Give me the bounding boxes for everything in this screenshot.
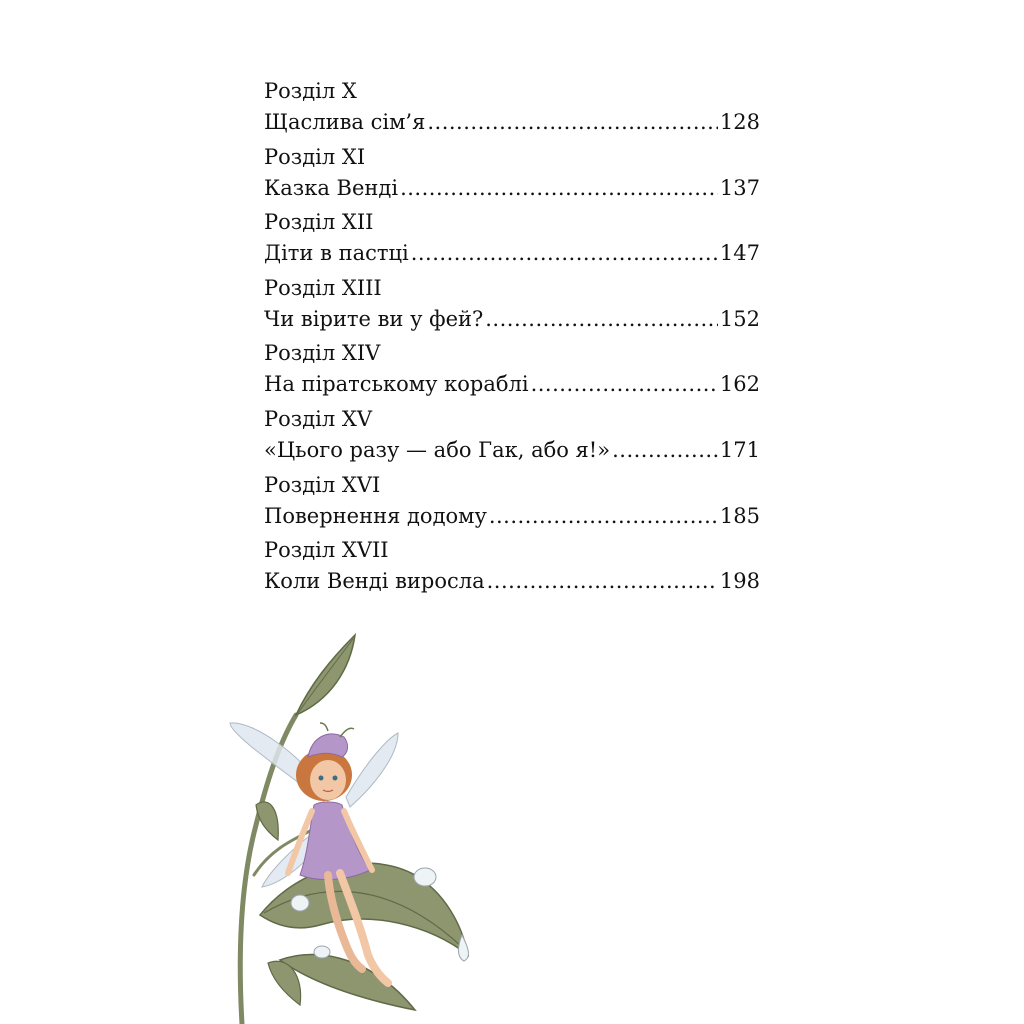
chapter-label: Розділ XVII xyxy=(264,538,389,563)
chapter-label: Розділ XVI xyxy=(264,472,381,497)
toc-line[interactable] xyxy=(264,303,760,335)
dot-leader xyxy=(489,500,718,532)
toc-entry[interactable] xyxy=(264,142,760,208)
page-number: 128 xyxy=(719,110,760,134)
fairy-face xyxy=(310,760,346,800)
table-of-contents xyxy=(264,76,760,601)
chapter-title: На піратському кораблі xyxy=(264,372,529,397)
toc-entry[interactable] xyxy=(264,273,760,339)
toc-entry[interactable] xyxy=(264,535,760,601)
dot-leader xyxy=(485,303,718,335)
page-number: 185 xyxy=(719,503,760,528)
chapter-title: Повернення додому xyxy=(264,503,487,528)
chapter-label: Розділ X xyxy=(264,79,357,103)
toc-entry[interactable] xyxy=(264,338,760,404)
chapter-title: Коли Венді виросла xyxy=(264,569,485,594)
toc-line[interactable] xyxy=(264,172,760,204)
dew-drop xyxy=(414,868,436,886)
toc-entry[interactable] xyxy=(264,207,760,273)
page-number: 198 xyxy=(719,569,760,594)
chapter-title: Чи вірите ви у фей? xyxy=(264,306,484,331)
chapter-label: Розділ XIV xyxy=(264,341,381,366)
chapter-title: Казка Венді xyxy=(264,175,399,200)
toc-entry[interactable] xyxy=(264,76,760,142)
toc-line[interactable] xyxy=(264,565,760,597)
page-number: 152 xyxy=(719,306,760,331)
chapter-title: «Цього разу — або Гак, або я!» xyxy=(264,437,611,462)
dot-leader xyxy=(612,434,718,466)
dot-leader xyxy=(411,237,718,269)
page-number: 147 xyxy=(719,241,760,266)
toc-entry[interactable] xyxy=(264,404,760,470)
toc-line[interactable] xyxy=(264,106,760,138)
dot-leader xyxy=(487,565,718,597)
dew-drop xyxy=(314,946,330,958)
dot-leader xyxy=(400,172,718,204)
dot-leader xyxy=(427,106,718,138)
chapter-label: Розділ XII xyxy=(264,210,374,235)
chapter-title: Щаслива сім’я xyxy=(264,110,426,134)
dew-drop xyxy=(291,895,309,911)
page-number: 137 xyxy=(719,175,760,200)
toc-line[interactable] xyxy=(264,237,760,269)
toc-line[interactable] xyxy=(264,434,760,466)
dot-leader xyxy=(531,368,718,400)
chapter-title: Діти в пастці xyxy=(264,241,409,266)
chapter-label: Розділ XIII xyxy=(264,275,382,300)
chapter-label: Розділ XI xyxy=(264,144,366,169)
toc-entry[interactable] xyxy=(264,470,760,536)
page-number: 162 xyxy=(719,372,760,397)
flower-hat xyxy=(308,734,348,757)
toc-line[interactable] xyxy=(264,368,760,400)
page-number: 171 xyxy=(719,437,760,462)
chapter-label: Розділ XV xyxy=(264,406,373,431)
toc-line[interactable] xyxy=(264,500,760,532)
fairy-on-leaf-illustration xyxy=(200,625,500,1024)
fairy-wing-right xyxy=(346,733,398,807)
